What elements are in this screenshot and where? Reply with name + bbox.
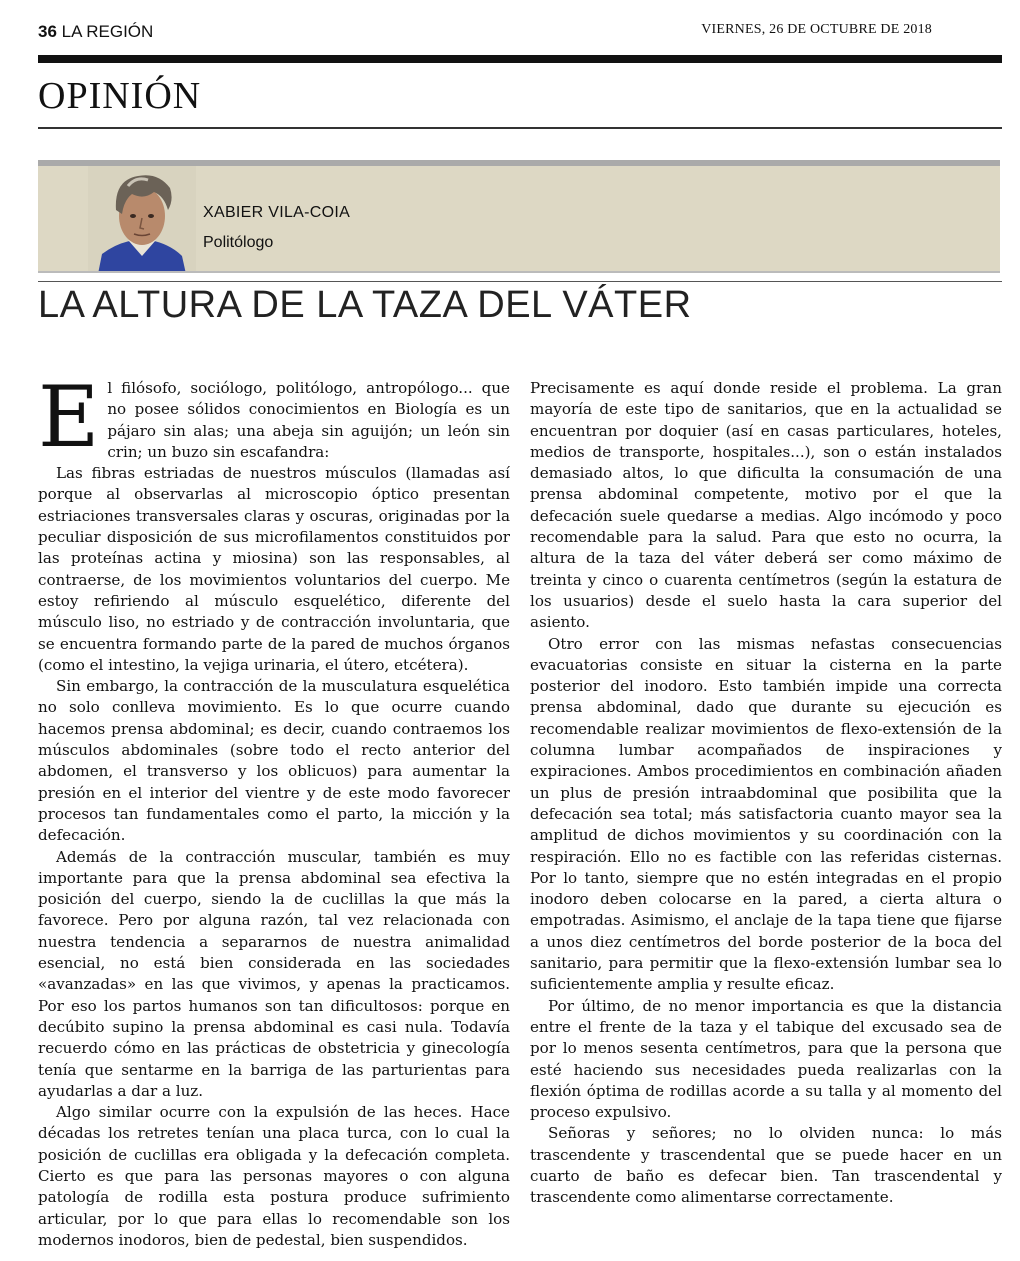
section-rule (38, 127, 1002, 129)
paragraph: Algo similar ocurre con la expulsión de las heces. Hace décadas los retretes tenían una placa turca, con lo cual la posición de cuclillas era obligada y la defecación completa. Cierto es que para las personas mayores o con alguna patología de rodilla esta postura produce sufrimiento articular, por lo que para ellas lo recomendable son los modernos inodoros, bien de pedestal, bien suspendidos. (38, 1103, 510, 1249)
article-column-2 (530, 378, 1002, 1209)
issue-date: VIERNES, 26 DE OCTUBRE DE 2018 (701, 22, 932, 37)
paragraph: Señoras y señores; no lo olviden nunca: lo más trascendente y trascendental que se puede hacer en un cuarto de baño es defecar bien. Tan trascendental y trascendente como alimentarse correctamente. (530, 1124, 1002, 1207)
section-title: OPINIÓN (38, 75, 202, 117)
author-box (38, 160, 1000, 273)
paragraph: Otro error con las mismas nefastas consecuencias evacuatorias consiste en situar la cisterna en la parte posterior del inodoro. Esto también impide una correcta prensa abdominal, dado que durante su ejecución es recomendable realizar movimientos de flexo-extensión de la columna lumbar acompañados de inspiraciones y expiraciones. Ambos procedimientos en combinación añaden un plus de presión intraabdominal que posibilita que la defecación sea total; más satisfactoria cuanto mayor sea la amplitud de dichos movimientos y su coordinación con la respiración. Ello no es factible con las referidas cisternas. Por lo tanto, siempre que no estén integradas en el propio inodoro deben colocarse en la pared, a cierta altura o empotradas. Asimismo, el anclaje de la tapa tiene que fijarse a unos diez centímetros del borde posterior de la boca del sanitario, para permitir que la flexo-extensión lumbar sea lo suficientemente amplia y resulte eficaz. (530, 634, 1002, 994)
paragraph: Además de la contracción muscular, también es muy importante para que la prensa abdominal sea efectiva la posición del cuerpo, siendo la de cuclillas la que más la favorece. Pero por alguna razón, tal vez relacionada con nuestra tendencia a separarnos de nuestra animalidad esencial, no está bien considerada en las sociedades «avanzadas» en las que vivimos, y apenas la practicamos. Por eso los partos humanos son tan dificultosos: porque en decúbito supino la prensa abdominal es casi nula. Todavía recuerdo cómo en las prácticas de obstetricia y ginecología tenía que sentarme en la barriga de las parturientas para ayudarlas a dar a luz. (38, 847, 510, 1100)
paragraph: Por último, de no menor importancia es que la distancia entre el frente de la taza y el tabique del excusado sea de por lo menos sesenta centímetros, para que la persona que esté haciendo sus necesidades pueda realizarlas con la flexión óptima de rodillas acorde a su talla y al momento del proceso expulsivo. (530, 996, 1002, 1122)
author-name: XABIER VILA-COIA (203, 204, 351, 221)
article-title: LA ALTURA DE LA TAZA DEL VÁTER (38, 284, 692, 326)
header-rule (38, 55, 1002, 63)
author-photo (88, 166, 196, 273)
drop-cap: E (38, 368, 100, 466)
paragraph-text: l filósofo, sociólogo, politólogo, antropólogo... que no posee sólidos conocimientos en Biología es un pájaro sin alas; una abeja sin aguijón; un león sin crin; un buzo sin escafandra: (107, 379, 510, 461)
page-header-left (38, 22, 153, 42)
paragraph: Sin embargo, la contracción de la musculatura esquelética no solo conlleva movimiento. Es lo que ocurre cuando hacemos prensa abdominal; es decir, cuando contraemos los músculos abdominales (sobre todo el recto anterior del abdomen, el transverso y los oblicuos) para aumentar la presión en el interior del vientre y de este modo favorecer procesos tan fundamentales como el parto, la micción y la defecación. (38, 677, 510, 845)
author-role: Politólogo (203, 234, 274, 251)
page-number: 36 (38, 22, 57, 41)
title-rule (38, 281, 1002, 282)
paragraph (38, 368, 510, 466)
publication-name: LA REGIÓN (61, 22, 154, 41)
paragraph: Precisamente es aquí donde reside el problema. La gran mayoría de este tipo de sanitarios, que en la actualidad se encuentran por doquier (así en casas particulares, hoteles, medios de transporte, hospitales...), son o están instalados demasiado altos, lo que dificulta la consumación de una prensa abdominal competente, motivo por el que la defecación suele quedarse a medias. Algo incómodo y poco recomendable para la salud. Para que esto no ocurra, la altura de la taza del váter deberá ser como máximo de treinta y cinco o cuarenta centímetros (según la estatura de los usuarios) desde el suelo hasta la cara superior del asiento. (530, 379, 1002, 632)
article-column-1 (38, 368, 510, 1251)
paragraph: Las fibras estriadas de nuestros músculos (llamadas así porque al observarlas al microscopio óptico presentan estriaciones transversales claras y oscuras, originadas por la peculiar disposición de sus microfilamentos constituidos por las proteínas actina y miosina) son las responsables, al contraerse, de los movimientos voluntarios del cuerpo. Me estoy refiriendo al músculo esquelético, diferente del músculo liso, no estriado y de contracción involuntaria, que se encuentra formando parte de la pared de muchos órganos (como el intestino, la vejiga urinaria, el útero, etcétera). (38, 464, 510, 674)
